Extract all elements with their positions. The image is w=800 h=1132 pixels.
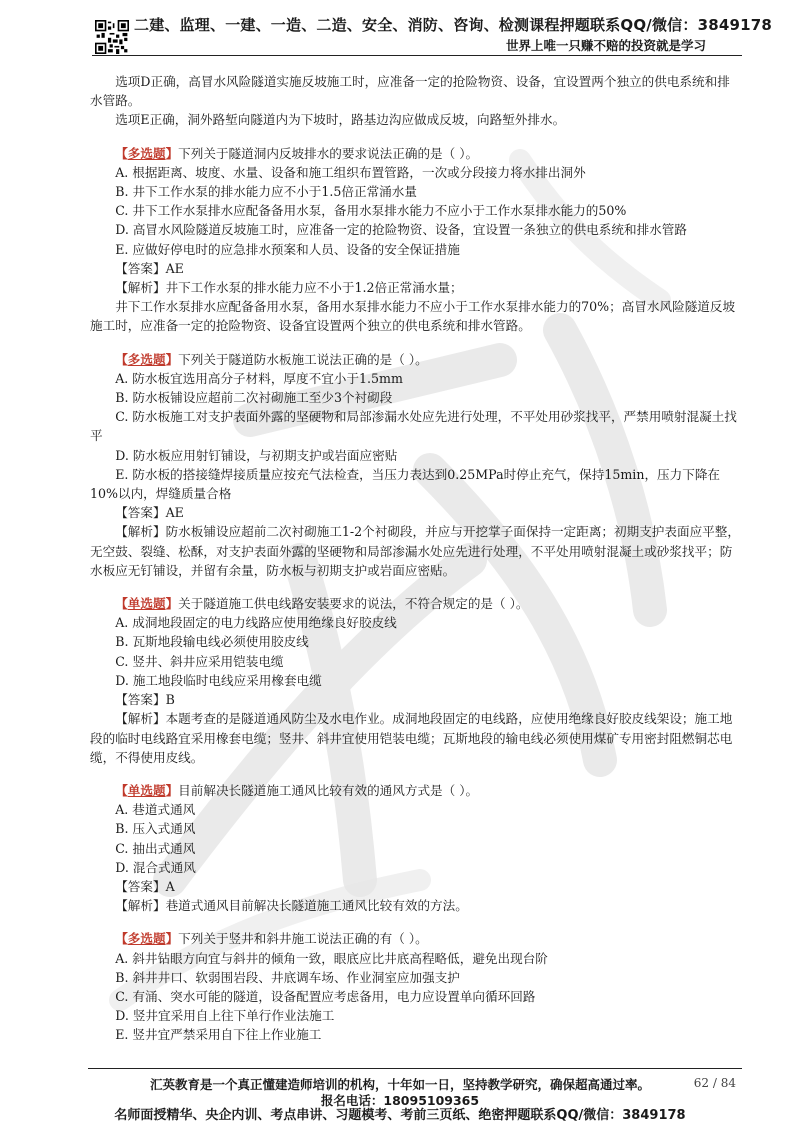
question-text: 下列关于隧道洞内反坡排水的要求说法正确的是（ ）。 [178, 145, 479, 161]
option: A. 巷道式通风 [115, 802, 196, 818]
question-text: 下列关于隧道防水板施工说法正确的是（ ）。 [178, 351, 428, 367]
answer-label: 【答案】 [115, 692, 166, 708]
footer-tagline: 汇英教育是一个真正懂建造师培训的机构，十年如一日，坚持教学研究，确保超高通过率。 [149, 1077, 650, 1092]
option: D. 施工地段临时电线应采用橡套电缆 [115, 672, 322, 688]
question-tag: 单选题 [127, 596, 166, 612]
question-block [90, 594, 742, 767]
document-body [90, 72, 742, 1045]
answer-label: 【答案】 [115, 505, 166, 521]
question-stem [90, 781, 742, 800]
option: C. 井下工作水泵排水应配备备用水泵，备用水泵排水能力不应小于工作水泵排水能力的50% [115, 203, 627, 219]
analysis-line [90, 709, 742, 767]
option: E. 防水板的搭接缝焊接质量应按充气法检查，当压力表达到0.25MPa时停止充气，保持15min，压力下降在10%以内，焊缝质量合格 [90, 466, 721, 502]
page-number: 62 / 84 [693, 1076, 736, 1090]
option: C. 防水板施工对支护表面外露的坚硬物和局部渗漏水处应先进行处理，不平处用砂浆找平，严禁用喷射混凝土找平 [90, 409, 737, 444]
page-header [0, 0, 800, 62]
analysis-text: 井下工作水泵的排水能力应不小于1.2倍正常涌水量； [165, 280, 463, 296]
option: C. 竖井、斜井应采用铠装电缆 [115, 653, 284, 669]
analysis-text: 本题考查的是隧道通风防尘及水电作业。成洞地段固定的电线路，应使用绝缘良好胶皮线架设；施工地段的临时电线路宜采用橡套电缆；竖井、斜井宜使用铠装电缆；瓦斯地段的输电线必须使用煤矿专用密封阻燃铜芯电缆，不得使用皮线。 [90, 711, 733, 765]
answer-line [90, 690, 742, 709]
option: C. 有涌、突水可能的隧道，设备配置应考虑备用，电力应设置单向循环回路 [115, 988, 536, 1004]
answer-line [90, 503, 742, 522]
question-tag-open: 【 [115, 931, 128, 947]
question-stem [90, 594, 742, 613]
intro-paragraph: 选项D正确，高冒水风险隧道实施反坡施工时，应准备一定的抢险物资、设备，宜设置两个独立的供电系统和排水管路。 [90, 74, 730, 109]
analysis-line [90, 522, 742, 580]
analysis-line [90, 278, 742, 297]
question-tag-close: 】 [165, 931, 179, 947]
option: A. 根据距离、坡度、水量、设备和施工组织布置管路，一次或分段接力将水排出洞外 [115, 164, 586, 180]
answer-label: 【答案】 [115, 260, 166, 276]
question-tag-open: 【 [115, 782, 128, 798]
option: B. 防水板铺设应超前二次衬砌施工至少3个衬砌段 [115, 390, 393, 406]
answer-value: B [165, 692, 175, 708]
question-stem [90, 929, 742, 948]
footer-contact: 名师面授精华、央企内训、考点串讲、习题模考、考前三页纸、绝密押题联系QQ/微信：3849178 [114, 1108, 686, 1123]
option: B. 压入式通风 [115, 821, 196, 837]
question-tag-open: 【 [115, 145, 128, 161]
option: E. 竖井宜严禁采用自下往上作业施工 [115, 1027, 322, 1043]
answer-value: AE [165, 505, 184, 521]
answer-line [90, 259, 742, 278]
answer-label: 【答案】 [115, 878, 166, 894]
question-stem [90, 144, 742, 163]
answer-line [90, 877, 742, 896]
option: D. 防水板应用射钉铺设，与初期支护或岩面应密贴 [115, 447, 398, 463]
question-text: 下列关于竖井和斜井施工说法正确的有（ ）。 [178, 931, 428, 947]
question-tag: 多选题 [127, 145, 166, 161]
analysis-text: 巷道式通风目前解决长隧道施工通风比较有效的方法。 [165, 898, 468, 914]
analysis-label: 【解析】 [115, 711, 166, 727]
option: B. 瓦斯地段输电线必须使用胶皮线 [115, 634, 309, 650]
analysis-line [90, 896, 742, 915]
question-block [90, 350, 742, 580]
analysis-continued: 井下工作水泵排水应配备备用水泵，备用水泵排水能力不应小于工作水泵排水能力的70%；高冒水风险隧道反坡施工时，应准备一定的抢险物资、设备宜设置两个独立的供电系统和排水管路。 [90, 299, 736, 334]
option: A. 成洞地段固定的电力线路应使用绝缘良好胶皮线 [115, 615, 397, 631]
option: A. 防水板宜选用高分子材料，厚度不宜小于1.5mm [115, 370, 403, 386]
option: D. 混合式通风 [115, 859, 196, 875]
answer-value: A [165, 878, 175, 894]
option: D. 高冒水风险隧道反坡施工时，应准备一定的抢险物资、设备，宜设置一条独立的供电系统和排水管路 [115, 222, 687, 238]
option: A. 斜井钻眼方向宜与斜井的倾角一致，眼底应比井底高程略低，避免出现台阶 [115, 950, 548, 966]
footer-divider [88, 1068, 742, 1069]
answer-value: AE [165, 260, 184, 276]
question-tag-close: 】 [165, 782, 179, 798]
header-divider [92, 55, 742, 56]
intro-paragraph: 选项E正确，洞外路堑向隧道内为下坡时，路基边沟应做成反坡，向路堑外排水。 [115, 112, 566, 128]
analysis-text: 防水板铺设应超前二次衬砌施工1-2个衬砌段，并应与开挖掌子面保持一定距离；初期支护表面应平整，无空鼓、裂缝、松酥，对支护表面外露的坚硬物和局部渗漏水处应先进行处理，不平处用喷射混凝土或砂浆找平；防水板应无钉铺设，并留有余量，防水板与初期支护或岩面应密贴。 [90, 524, 740, 578]
question-tag-close: 】 [165, 351, 179, 367]
question-tag: 单选题 [127, 782, 166, 798]
header-title: 二建、监理、一建、一造、二造、安全、消防、咨询、检测课程押题联系QQ/微信：3849178 [134, 16, 773, 34]
question-block [90, 929, 742, 1044]
question-block [90, 781, 742, 915]
question-tag-open: 【 [115, 351, 128, 367]
footer-phone: 报名电话：18095109365 [320, 1093, 480, 1108]
question-tag-open: 【 [115, 596, 128, 612]
option: C. 抽出式通风 [115, 840, 196, 856]
question-tag-close: 】 [165, 596, 179, 612]
qr-code-icon [95, 20, 129, 54]
question-block [90, 144, 742, 336]
option: E. 应做好停电时的应急排水预案和人员、设备的安全保证措施 [115, 241, 460, 257]
question-text: 目前解决长隧道施工通风比较有效的通风方式是（ ）。 [178, 782, 479, 798]
header-slogan: 世界上唯一只赚不赔的投资就是学习 [505, 38, 706, 53]
option: B. 井下工作水泵的排水能力应不小于1.5倍正常涌水量 [115, 184, 417, 200]
question-text: 关于隧道施工供电线路安装要求的说法，不符合规定的是（ ）。 [178, 596, 529, 612]
analysis-label: 【解析】 [115, 898, 166, 914]
analysis-label: 【解析】 [115, 280, 166, 296]
question-tag: 多选题 [127, 931, 166, 947]
option: B. 斜井井口、软弱围岩段、井底调车场、作业洞室应加强支护 [115, 969, 460, 985]
question-stem [90, 350, 742, 369]
question-tag-close: 】 [165, 145, 179, 161]
question-tag: 多选题 [127, 351, 166, 367]
analysis-label: 【解析】 [115, 524, 166, 540]
option: D. 竖井宜采用自上往下单行作业法施工 [115, 1008, 335, 1024]
